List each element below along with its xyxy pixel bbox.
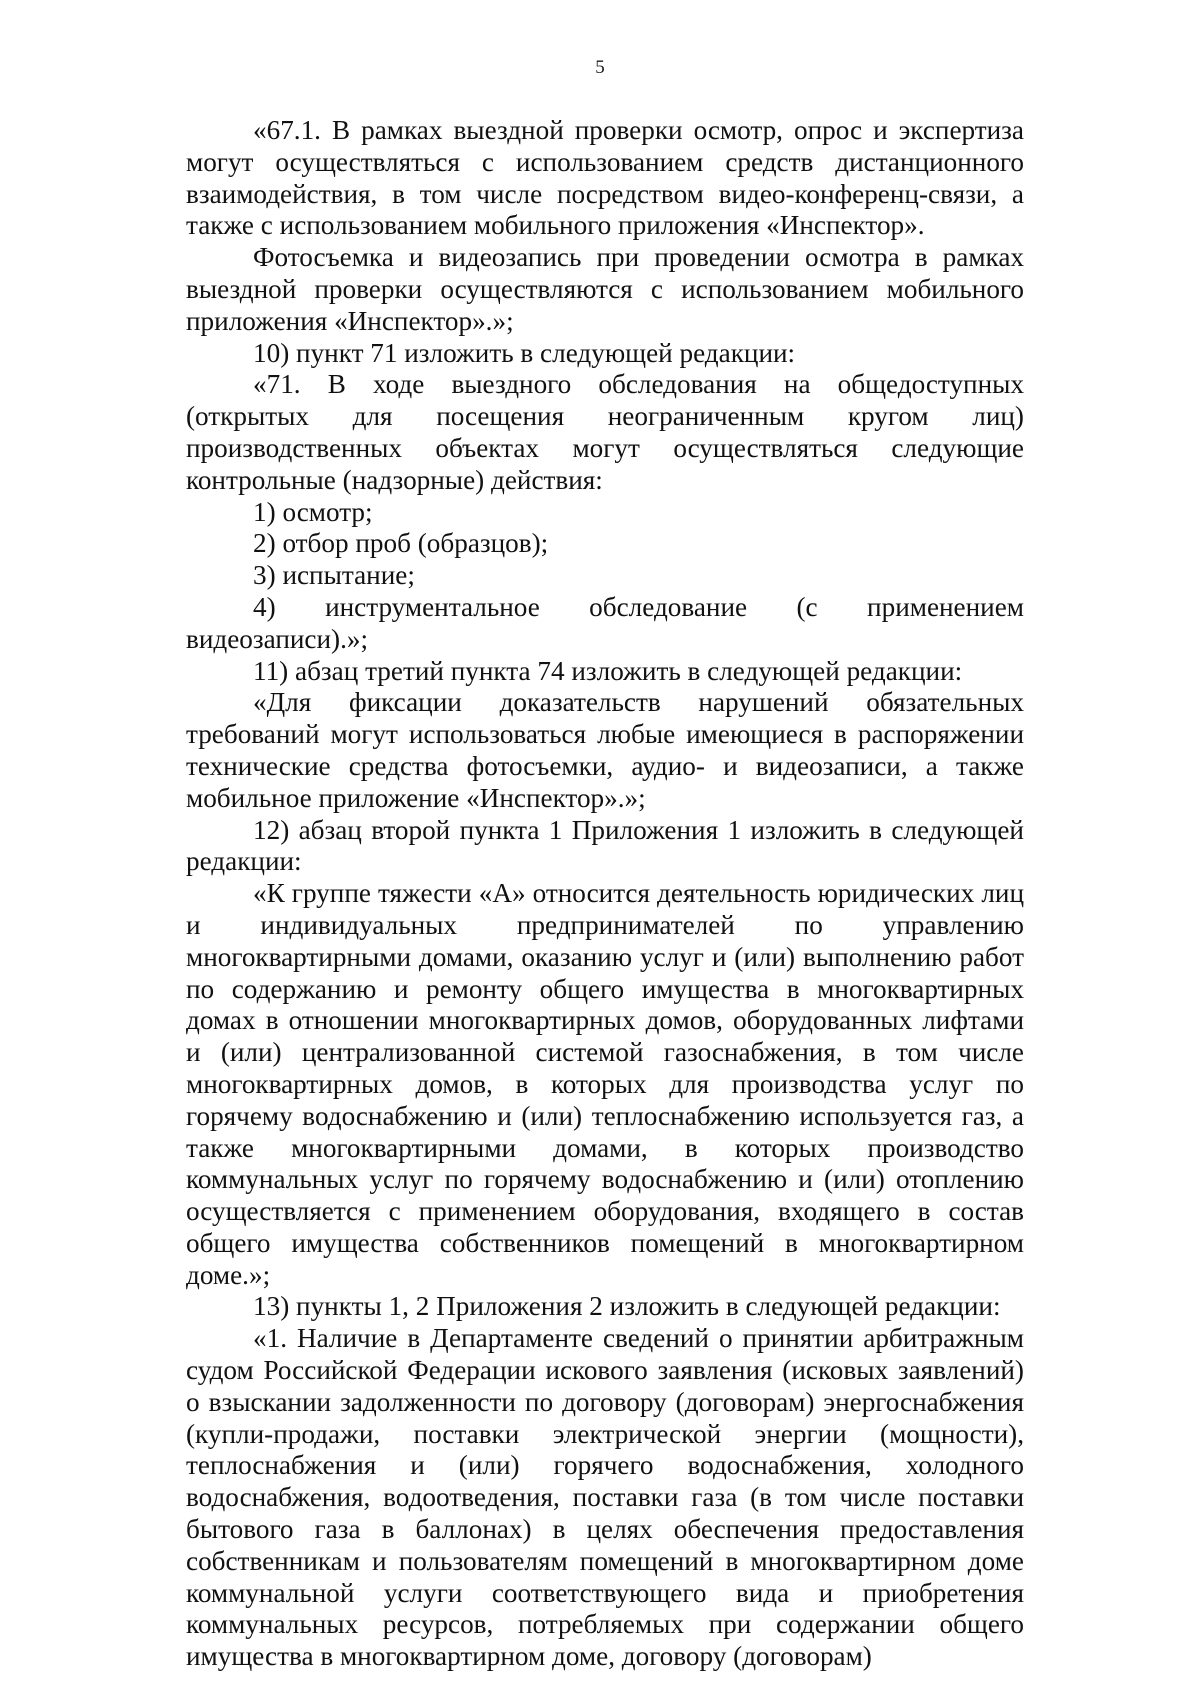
- paragraph-item-10: 10) пункт 71 изложить в следующей редакции:: [253, 337, 796, 368]
- paragraph-67-1: «67.1. В рамках выездной проверки осмотр, опрос и экспертиза могут осуществляться с использованием средств дистанционного взаимодействия, в том числе посредством видео-конференц-связи, а также с использованием мобильного приложения «Инспектор».: [186, 115, 1024, 241]
- document-body: [186, 115, 1024, 1673]
- list-item-instrumental: 4) инструментальное обследование (с применением видеозаписи).»;: [186, 591, 1024, 654]
- paragraph-item-12: 12) абзац второй пункта 1 Приложения 1 изложить в следующей редакции:: [186, 814, 1024, 877]
- list-item-inspection: 1) осмотр;: [253, 496, 373, 527]
- page-number: 5: [595, 57, 605, 78]
- paragraph-71: «71. В ходе выездного обследования на общедоступных (открытых для посещения неограниченным кругом лиц) производственных объектах могут осуществляться следующие контрольные (надзорные) действия:: [186, 369, 1024, 495]
- paragraph-group-a: «К группе тяжести «А» относится деятельность юридических лиц и индивидуальных предпринимателей по управлению многоквартирными домами, оказанию услуг и (или) выполнению работ по содержанию и ремонту общего имущества в многоквартирных домах в отношении многоквартирных домов, оборудованных лифтами и (или) централизованной системой газоснабжения, в том числе многоквартирных домов, в которых для производства услуг по горячему водоснабжению и (или) теплоснабжению используется газ, а также многоквартирными домами, в которых производство коммунальных услуг по горячему водоснабжению и (или) отоплению осуществляется с применением оборудования, входящего в состав общего имущества собственников помещений в многоквартирном доме.»;: [186, 878, 1024, 1290]
- paragraph-item-13: 13) пункты 1, 2 Приложения 2 изложить в следующей редакции:: [253, 1291, 1001, 1322]
- paragraph-evidence: «Для фиксации доказательств нарушений обязательных требований могут использоваться любые имеющиеся в распоряжении технические средства фотосъемки, аудио- и видеозаписи, а также мобильное приложение «Инспектор».»;: [186, 687, 1024, 813]
- list-item-sampling: 2) отбор проб (образцов);: [253, 528, 549, 559]
- paragraph-item-11: 11) абзац третий пункта 74 изложить в следующей редакции:: [253, 655, 963, 686]
- paragraph-photo-video: Фотосъемка и видеозапись при проведении осмотра в рамках выездной проверки осуществляются с использованием мобильного приложения «Инспектор».»;: [186, 242, 1024, 336]
- paragraph-appendix-2-item-1: «1. Наличие в Департаменте сведений о принятии арбитражным судом Российской Федерации искового заявления (исковых заявлений) о взыскании задолженности по договору (договорам) энергоснабжения (купли-продажи, поставки электрической энергии (мощности), теплоснабжения и (или) горячего водоснабжения, холодного водоснабжения, водоотведения, поставки газа (в том числе поставки бытового газа в баллонах) в целях обеспечения предоставления собственникам и пользователям помещений в многоквартирном доме коммунальной услуги соответствующего вида и приобретения коммунальных ресурсов, потребляемых при содержании общего имущества в многоквартирном доме, договору (договорам): [186, 1323, 1024, 1672]
- list-item-testing: 3) испытание;: [253, 560, 415, 591]
